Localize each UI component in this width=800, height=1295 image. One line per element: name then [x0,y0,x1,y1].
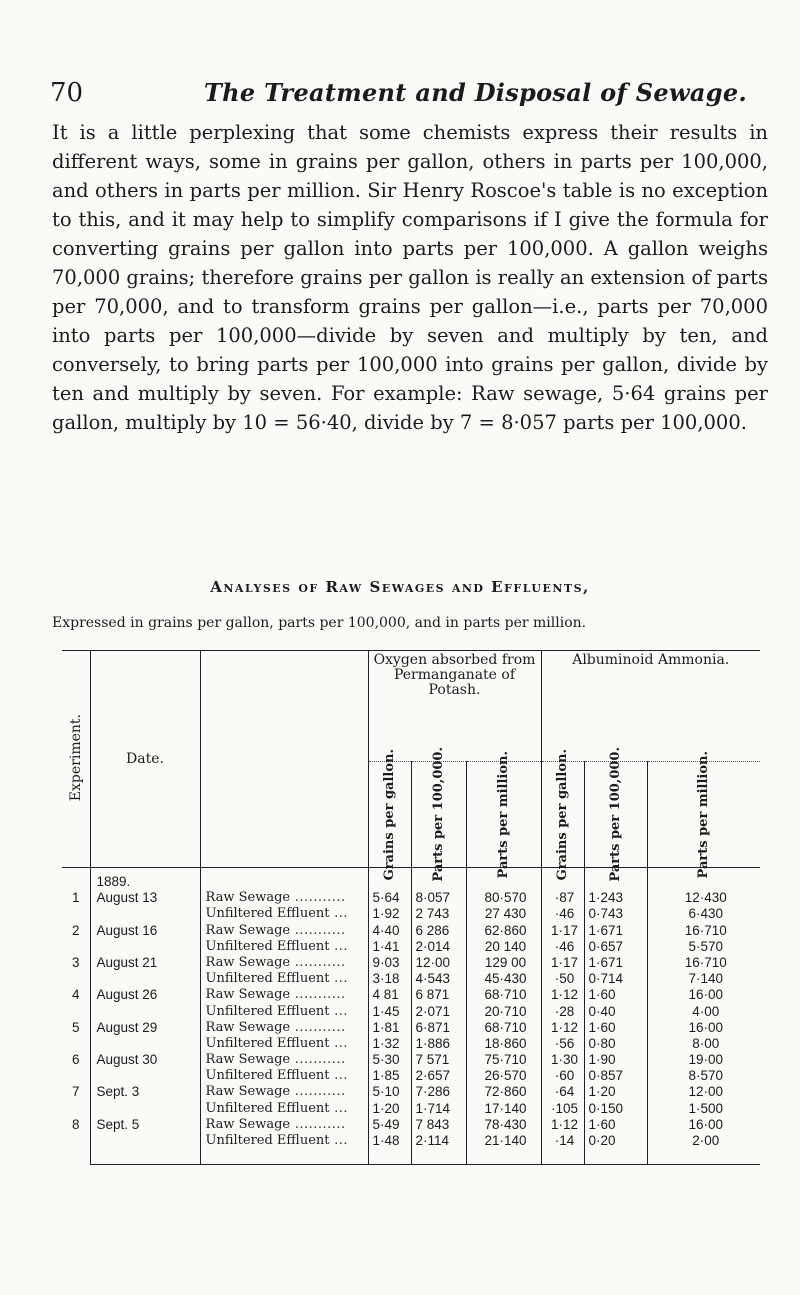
value-cell: 1·500 [688,1100,724,1116]
value-cell: 68·710 [484,1019,527,1035]
value-cell: ·46 [554,938,575,954]
dates [91,874,200,1149]
oxygen-grains-column [368,868,411,1165]
value-cell: 4·00 [692,1003,720,1019]
value-cell: ·87 [554,890,575,906]
value-cell: 2·071 [415,1003,451,1019]
value-cell: 1·60 [588,987,616,1003]
ammonia-parts100k-column [584,868,647,1165]
value-cell: 2·014 [415,938,451,954]
spacer [62,971,90,987]
raw-sewage-label: Raw Sewage ........... [205,922,346,938]
value-cell: 62·860 [484,922,527,938]
value-cell: 2 743 [415,906,450,922]
value-cell: 18·860 [484,1035,527,1051]
value-cell: 8·00 [692,1035,720,1051]
value-cell: 1·671 [588,922,624,938]
spacer [91,939,200,955]
value-cell: 0·80 [588,1035,616,1051]
value-cell: 2·114 [415,1133,450,1148]
unfiltered-effluent-label: Unfiltered Effluent ... [205,1035,349,1051]
value-cell: 1·32 [372,1035,400,1051]
ammonia-parts-million-column [647,868,760,1165]
unfiltered-effluent-label: Unfiltered Effluent ... [205,971,349,987]
ammonia-parts100k-header: Parts per 100,000. [584,762,647,868]
value-cell: 0·150 [588,1100,624,1116]
value-cell: 1·714 [415,1100,451,1116]
value-cell: 1·85 [372,1068,400,1084]
value-cell: 26·570 [484,1068,527,1084]
ammonia-group-header: Albuminoid Ammonia. [541,651,760,762]
spacer [91,1068,200,1084]
value-cell: 1·671 [588,954,624,970]
spacer [91,1101,200,1117]
value-cell: ·50 [554,971,575,987]
spacer [91,1133,200,1149]
experiment-header: Experiment. [62,651,90,868]
value-cell: 8·570 [688,1068,724,1084]
value-cell: 4·40 [372,922,400,938]
value-cell: 0·714 [588,971,624,987]
section-title: Analyses of Raw Sewages and Effluents, [210,578,590,596]
table-subtitle: Expressed in grains per gallon, parts per 100,000, and in parts per million. [52,615,587,631]
value-cell: 1·17 [550,954,579,970]
value-cell: 7 571 [415,1052,450,1068]
value-cell: 1·886 [415,1035,451,1051]
unfiltered-effluent-label: Unfiltered Effluent ... [205,906,349,922]
value-cell: 0·40 [588,1003,616,1019]
value-cell: 1·81 [372,1019,400,1035]
spacer [62,1004,90,1020]
ammonia-grains-header: Grains per gallon. [541,762,584,868]
value-cell: 1·48 [372,1133,400,1148]
unfiltered-effluent-label: Unfiltered Effluent ... [205,1068,349,1084]
spacer [62,906,90,922]
value-cell: ·60 [554,1068,575,1084]
value-cell: 1·60 [588,1116,616,1132]
value-cell: 17·140 [484,1100,527,1116]
raw-sewage-label: Raw Sewage ........... [205,1116,346,1132]
ammonia-grains-column [541,868,584,1165]
date-cell: August 13 [96,890,158,906]
experiment-number: 1 [71,890,80,906]
unfiltered-effluent-label: Unfiltered Effluent ... [205,1100,349,1116]
value-cell: 20·710 [484,1003,527,1019]
value-cell: ·56 [554,1035,575,1051]
value-cell: 16·710 [684,954,727,970]
value-cell: 0·743 [588,906,624,922]
value-cell: 1·12 [550,987,579,1003]
spacer [62,939,90,955]
oxygen-parts-million-column [466,868,541,1165]
date-cell: August 26 [96,987,158,1003]
analyses-table [62,650,760,1165]
value-cell: 6 871 [415,987,450,1003]
value-cell: 3·18 [372,971,400,987]
experiment-number: 7 [71,1084,80,1100]
value-cell: 16·00 [688,1019,724,1035]
value-cell: 72·860 [484,1084,527,1100]
value-cell: 9·03 [372,954,400,970]
spacer [62,1101,90,1117]
value-cell: 4 81 [372,987,399,1003]
date-cell: Sept. 3 [96,1084,140,1100]
value-cell: 1·243 [588,890,624,906]
value-cell: 5·570 [688,938,724,954]
description-header [200,651,368,868]
value-cell: 5·30 [372,1052,400,1068]
value-cell: 1·90 [588,1052,616,1068]
date-column [90,868,200,1165]
date-cell: August 16 [96,922,158,938]
value-cell: 27 430 [484,906,527,922]
page-header [44,78,764,118]
value-cell: 20 140 [484,938,527,954]
value-cell: 2·657 [415,1068,451,1084]
experiment-number: 8 [71,1116,80,1132]
date-cell: August 29 [96,1019,158,1035]
value-cell: 12·00 [688,1084,724,1100]
value-cell: 16·00 [688,987,724,1003]
value-cell: 7 843 [415,1116,450,1132]
experiment-number: 3 [71,954,80,970]
value-cell: 5·10 [372,1084,400,1100]
value-cell: 129 00 [484,954,527,970]
value-cell: 4·543 [415,971,451,987]
value-cell: 1·60 [588,1019,616,1035]
oxygen-grains-header: Grains per gallon. [368,762,411,868]
raw-sewage-label: Raw Sewage ........... [205,987,346,1003]
value-cell: 0·857 [588,1068,624,1084]
oxygen-group-header: Oxygen absorbed from Permanganate of Potash. [368,651,541,762]
value-cell: 1·45 [372,1003,400,1019]
value-cell: 1·20 [372,1100,400,1116]
description-column [200,868,368,1165]
raw-sewage-label: Raw Sewage ........... [205,1019,346,1035]
spacer [201,874,368,890]
raw-sewage-label: Raw Sewage ........... [205,1052,346,1068]
oxygen-parts100k-header: Parts per 100,000. [411,762,466,868]
ammonia-parts-million-header: Parts per million. [647,762,760,868]
value-cell: 0·20 [588,1133,616,1148]
value-cell: 45·430 [484,971,527,987]
spacer [62,1036,90,1052]
value-cell: 5·64 [372,890,400,906]
value-cell: 8·057 [415,890,451,906]
spacer [91,1036,200,1052]
year-label: 1889. [96,874,131,889]
value-cell: 5·49 [372,1116,400,1132]
unfiltered-effluent-label: Unfiltered Effluent ... [205,1133,349,1148]
value-cell: 16·710 [684,922,727,938]
value-cell: 1·17 [550,922,579,938]
body-paragraph: It is a little perplexing that some chemists express their results in different ways, some in grains per gallon, others in parts per 100,000, and others in parts per million. Sir Henry Roscoe's table is no exception to this, and it may help to simplify comparisons if I give the formula for converting grains per gallon into parts per 100,000. A gallon weighs 70,000 grains; therefore grains per gallon is really an extension of parts per 70,000, and to transform grains per gallon—i.e., parts per 70,000 into parts per 100,000—divide by seven and multiply by ten, and conversely, to bring parts per 100,000 into grains per gallon, divide by ten and multiply by seven. For example: Raw sewage, 5·64 grains per gallon, multiply by 10 = 56·40, divide by 7 = 8·057 parts per 100,000. [52,121,768,434]
page-number: 70 [50,78,84,108]
value-cell: 12·00 [415,954,451,970]
value-cell: 1·92 [372,906,400,922]
value-cell: 7·286 [415,1084,451,1100]
value-cell: 7·140 [688,971,724,987]
value-cell: 1·20 [588,1084,616,1100]
raw-sewage-label: Raw Sewage ........... [205,954,346,970]
value-cell: 2·00 [692,1133,720,1148]
spacer [62,874,90,890]
spacer [62,1133,90,1149]
header-row-group [62,651,760,762]
value-cell: 16·00 [688,1116,724,1132]
value-cell: 80·570 [484,890,527,906]
experiment-number: 6 [71,1052,80,1068]
spacer [62,1068,90,1084]
date-header: Date. [90,651,200,868]
value-cell: 1·30 [550,1052,579,1068]
value-cell: 21·140 [484,1133,527,1148]
raw-sewage-label: Raw Sewage ........... [205,890,346,906]
value-cell: 1·12 [550,1116,579,1132]
value-cell: 68·710 [484,987,527,1003]
value-cell: 12·430 [684,890,727,906]
experiment-number: 5 [71,1019,80,1035]
value-cell: ·46 [554,906,575,922]
value-cell: 1·41 [372,938,400,954]
experiment-numbers [62,874,90,1149]
value-cell: 1·12 [550,1019,579,1035]
value-cell: 0·657 [588,938,624,954]
data-row [62,868,760,1165]
value-cell: ·64 [554,1084,575,1100]
value-cell: ·28 [554,1003,575,1019]
descriptions [201,874,368,1149]
value-cell: 6 286 [415,922,450,938]
date-cell: Sept. 5 [96,1116,140,1132]
value-cell: ·105 [550,1100,579,1116]
experiment-column [62,868,90,1165]
running-title: The Treatment and Disposal of Sewage. [204,78,748,107]
unfiltered-effluent-label: Unfiltered Effluent ... [205,938,349,954]
value-cell: 75·710 [484,1052,527,1068]
value-cell: 19·00 [688,1052,724,1068]
raw-sewage-label: Raw Sewage ........... [205,1084,346,1100]
body-text [52,118,768,437]
spacer [91,971,200,987]
oxygen-parts-million-header: Parts per million. [466,762,541,868]
experiment-number: 2 [71,922,80,938]
value-cell: ·14 [554,1133,575,1148]
value-cell: 6·430 [688,906,724,922]
date-cell: August 21 [96,954,158,970]
experiment-number: 4 [71,987,80,1003]
oxygen-parts100k-column [411,868,466,1165]
value-cell: 78·430 [484,1116,527,1132]
value-cell: 6·871 [415,1019,451,1035]
spacer [91,906,200,922]
date-cell: August 30 [96,1052,158,1068]
spacer [91,1004,200,1020]
unfiltered-effluent-label: Unfiltered Effluent ... [205,1003,349,1019]
